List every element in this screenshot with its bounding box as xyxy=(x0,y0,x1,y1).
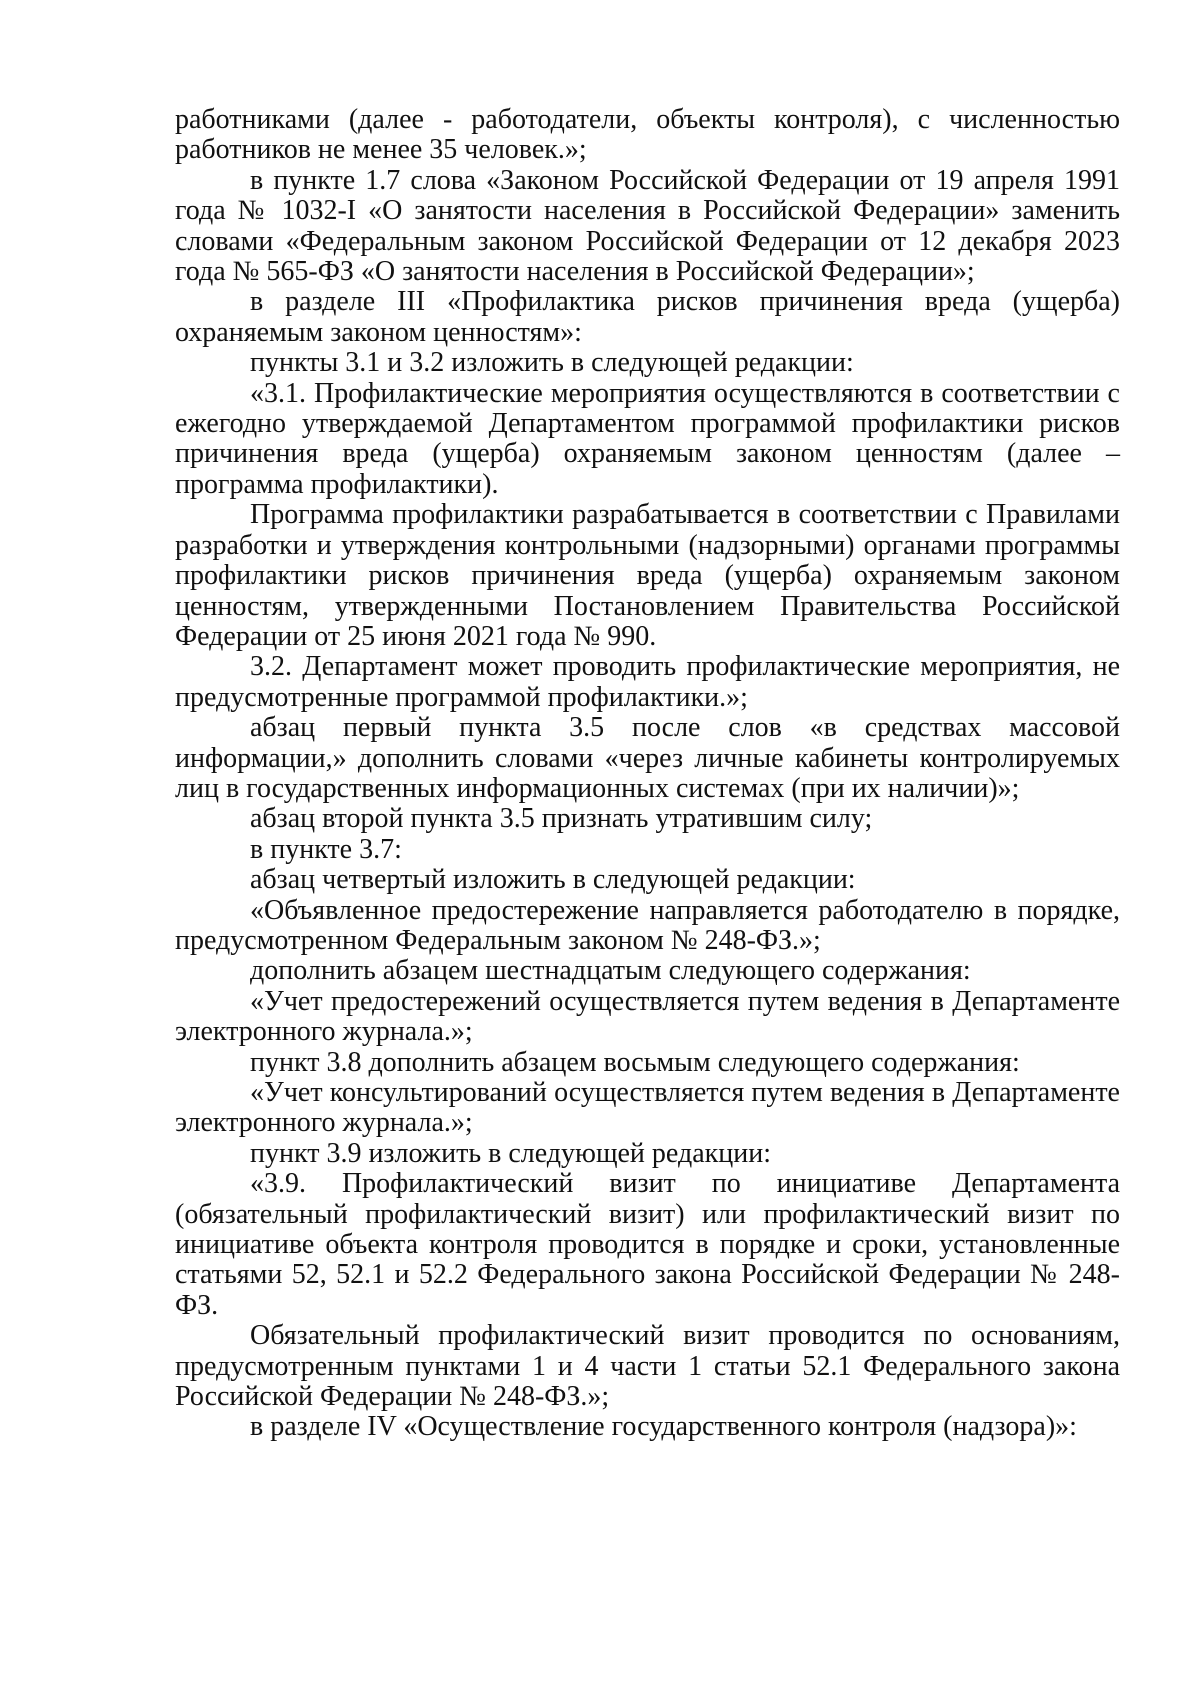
paragraph-12: «Объявленное предостережение направляется работодателю в порядке, предусмотренном Федеральным законом № 248-ФЗ.»; xyxy=(175,894,1120,956)
paragraph-19: Обязательный профилактический визит проводится по основаниям, предусмотренным пунктами 1 и 4 части 1 статьи 52.1 Федерального закона Российской Федерации № 248-ФЗ.»; xyxy=(175,1320,1120,1413)
paragraph-5: «3.1. Профилактические мероприятия осуществляются в соответствии с ежегодно утверждаемой Департаментом программой профилактики рисков причинения вреда (ущерба) охраняемым законом ценностям (далее – программа профилактики). xyxy=(175,377,1120,500)
paragraph-6: Программа профилактики разрабатывается в соответствии с Правилами разработки и утверждения контрольными (надзорными) органами программы профилактики рисков причинения вреда (ущерба) охраняемым законом ценностям, утвержденными Постановлением Правительства Российской Федерации от 25 июня 2021 года № 990. xyxy=(175,499,1120,652)
paragraph-10: в пункте 3.7: xyxy=(250,833,402,865)
paragraph-13: дополнить абзацем шестнадцатым следующего содержания: xyxy=(250,955,971,987)
paragraph-8: абзац первый пункта 3.5 после слов «в средствах массовой информации,» дополнить словами «через личные кабинеты контролируемых лиц в государственных информационных системах (при их наличии)»; xyxy=(175,712,1120,804)
paragraph-17: пункт 3.9 изложить в следующей редакции: xyxy=(250,1137,771,1169)
paragraph-3: в разделе III «Профилактика рисков причинения вреда (ущерба) охраняемым законом ценностям»: xyxy=(175,286,1120,348)
paragraph-20: в разделе IV «Осуществление государственного контроля (надзора)»: xyxy=(250,1411,1077,1443)
document-page xyxy=(175,105,1120,1443)
paragraph-11: абзац четвертый изложить в следующей редакции: xyxy=(250,864,856,896)
paragraph-16: «Учет консультирований осуществляется путем ведения в Департаменте электронного журнала.»; xyxy=(175,1077,1120,1139)
paragraph-14: «Учет предостережений осуществляется путем ведения в Департаменте электронного журнала.»; xyxy=(175,985,1120,1048)
paragraph-4: пункты 3.1 и 3.2 изложить в следующей редакции: xyxy=(250,347,854,379)
paragraph-9: абзац второй пункта 3.5 признать утратившим силу; xyxy=(250,803,873,835)
paragraph-1: работниками (далее - работодатели, объекты контроля), с численностью работников не менее 35 человек.»; xyxy=(175,104,1120,166)
paragraph-18: «3.9. Профилактический визит по инициативе Департамента (обязательный профилактический визит) или профилактический визит по инициативе объекта контроля проводится в порядке и сроки, установленные статьями 52, 52.1 и 52.2 Федерального закона Российской Федерации № 248-ФЗ. xyxy=(175,1168,1120,1321)
paragraph-7: 3.2. Департамент может проводить профилактические мероприятия, не предусмотренные программой профилактики.»; xyxy=(175,651,1120,713)
paragraph-2: в пункте 1.7 слова «Законом Российской Федерации от 19 апреля 1991 года № 1032-I «О занятости населения в Российской Федерации» заменить словами «Федеральным законом Российской Федерации от 12 декабря 2023 года № 565-ФЗ «О занятости населения в Российской Федерации»; xyxy=(175,164,1120,288)
paragraph-15: пункт 3.8 дополнить абзацем восьмым следующего содержания: xyxy=(250,1046,1020,1078)
